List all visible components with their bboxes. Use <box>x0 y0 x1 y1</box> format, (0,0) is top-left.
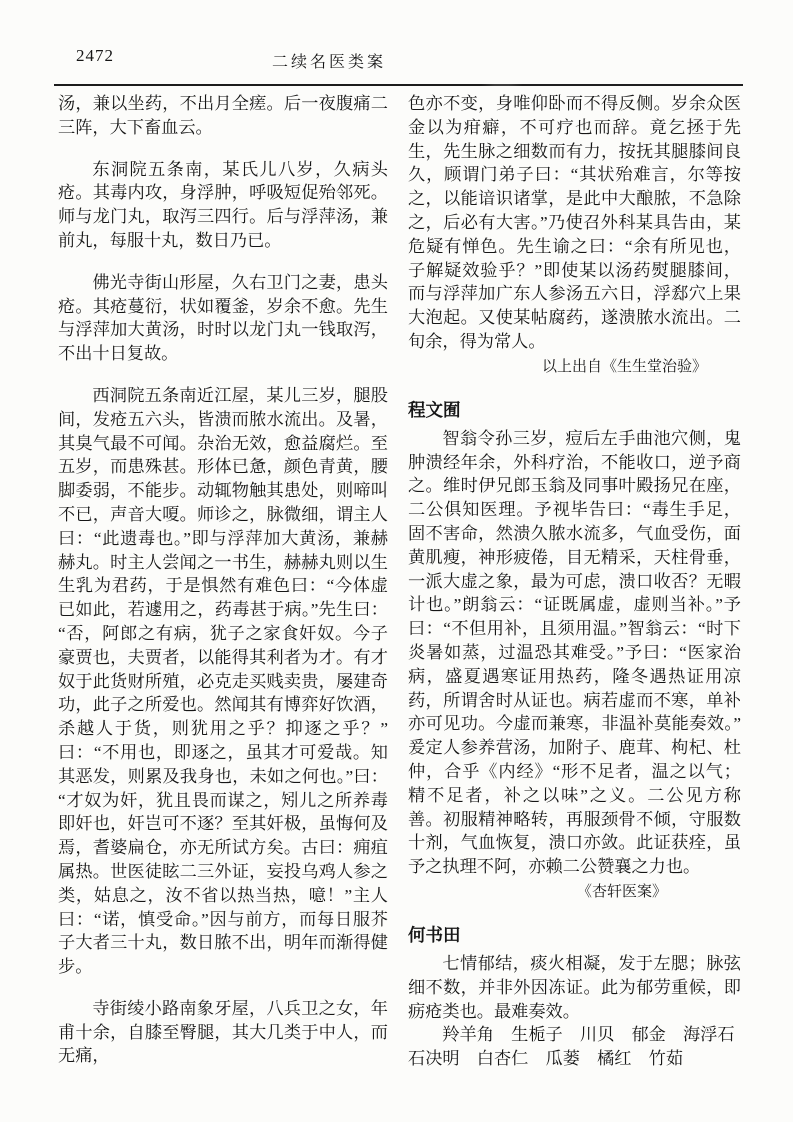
paragraph: 佛光寺街山形屋，久右卫门之妻，患头疮。其疮蔓衍，状如覆釜，岁余不愈。先生与浮萍加大黄汤，时时以龙门丸一钱取泻，不出十日复故。 <box>58 272 388 364</box>
page-number: 2472 <box>76 46 114 65</box>
paragraph: 汤，兼以坐药，不出月全瘥。后一夜腹痛二三阵，大下畜血云。 <box>58 94 388 137</box>
text-columns <box>58 92 741 1082</box>
right-column <box>408 92 741 1082</box>
section-heading-cheng-wenyou: 程文囿 <box>408 399 461 420</box>
running-title: 二续名医类案 <box>272 54 387 71</box>
paragraph: 七情郁结，痰火相凝，发于左腮；脉弦细不数，并非外因冻证。此为郁劳重候，即疬疮类也。最难奏效。 <box>408 953 741 1021</box>
paragraph: 寺街绫小路南象牙屋，八兵卫之女，年甫十余，自膝至臀腿，其大几类于中人，而无痛， <box>58 998 388 1066</box>
paragraph: 智翁令孙三岁，痘后左手曲池穴侧，鬼肿溃经年余，外科疗治，不能收口，逆予商之。维时伊兄郎玉翁及同事叶殿扬兄在座，二公俱知医理。予视毕告曰：“毒生手足，固不害命，然溃久脓水流多，气血受伤，面黄肌瘦，神形疲倦，目无精采，天柱骨垂，一派大虚之象，最为可虑，溃口收否？无暇计也。”朗翁云：“证既属虚，虚则当补。”予曰：“不但用补，且须用温。”智翁云：“时下炎暑如蒸，过温恐其难受。”予曰：“医家治病，盛夏遇寒证用热药，隆冬遇热证用凉药，所谓舍时从证也。病若虚而不寒，单补亦可见功。今虚而兼寒，非温补莫能奏效。”爰定人参养营汤，加附子、鹿茸、枸杞、杜仲，合乎《内经》“形不足者，温之以气；精不足者，补之以味”之义。二公见方称善。初服精神略转，再服颈骨不倾，守服数十剂，气血恢复，溃口亦敛。此证获痊，虽予之执理不阿，亦赖二公赞襄之力也。 <box>408 428 741 877</box>
header-rule <box>54 84 743 86</box>
prescription-line: 石决明 白杏仁 瓜蒌 橘红 竹茹 <box>408 1049 684 1069</box>
section-heading-he-shutian: 何书田 <box>408 924 461 945</box>
source-attribution: 以上出自《生生堂治验》 <box>541 358 707 375</box>
prescription-line: 羚羊角 生栀子 川贝 郁金 海浮石 <box>442 1025 735 1045</box>
source-attribution: 《杏轩医案》 <box>576 883 667 900</box>
paragraph: 东洞院五条南，某氏儿八岁，久病头疮。其毒内攻，身浮肿，呼吸短促殆邻死。师与龙门丸，取泻三四行。后与浮萍汤，兼前丸，每服十丸，数日乃已。 <box>58 159 388 250</box>
paragraph: 西洞院五条南近江屋，某儿三岁，腿股间，发疮五六头，皆溃而脓水流出。及暑，其臭气最不可闻。杂治无效，愈益腐烂。至五岁，而患殊甚。形体已惫，颜色青黄，腰脚委弱，不能步。动辄物触其患处，则啼叫不已，声音大嗄。师诊之，脉微细，谓主人曰：“此遗毒也。”即与浮萍加大黄汤，兼赫赫丸。时主人尝闻之一书生，赫赫丸则以生生乳为君药，于是惧然有难色曰：“今体虚已如此，若遽用之，药毒甚于病。”先生曰：“否，阿郎之有病，犹子之家食奸奴。今子豪贾也，夫贾者，以能得其利者为才。有才奴于此货财所殖，必克走买贱卖贵，屡建奇功，此子之所爱也。然闻其有博弈好饮酒，杀越人于货，则犹用之乎？抑逐之乎？”曰：“不用也，即逐之，虽其才可爱哉。知其恶发，则累及我身也，未如之何也。”曰：“才奴为奸，犹且畏而谋之，矧儿之所养毒即奸也，奸岂可不逐？至其奸极，虽悔何及焉，耆婆扁仓，亦无所试方矣。古曰：痈疽属热。世医徒眩二三外证，妄投乌鸡人参之类，姑息之，汝不省以热当热，噫！”主人曰：“诺，慎受命。”因与前方，而每日服芥子大者三十丸，数日脓不出，明年而渐得健步。 <box>58 385 388 977</box>
paragraph: 色亦不变，身唯仰卧而不得反侧。岁余众医金以为疳癖，不可疗也而辞。竟乞拯于先生，先生脉之细数而有力，按抚其腿膝间良久，顾谓门弟子曰：“其状殆难言，尔等按之，以能谙识诸掌，是此中大酿脓，不急除之，后必有大害。”乃使召外科某具告由，某危疑有惮色。先生谕之曰：“余有所见也，子解疑效验乎？”即使某以汤药熨腿膝间，而与浮萍加广东人参汤五六日，浮郄穴上果大泡起。又使某帖腐药，遂溃脓水流出。二旬余，得为常人。 <box>408 94 741 351</box>
left-column <box>58 92 388 1082</box>
